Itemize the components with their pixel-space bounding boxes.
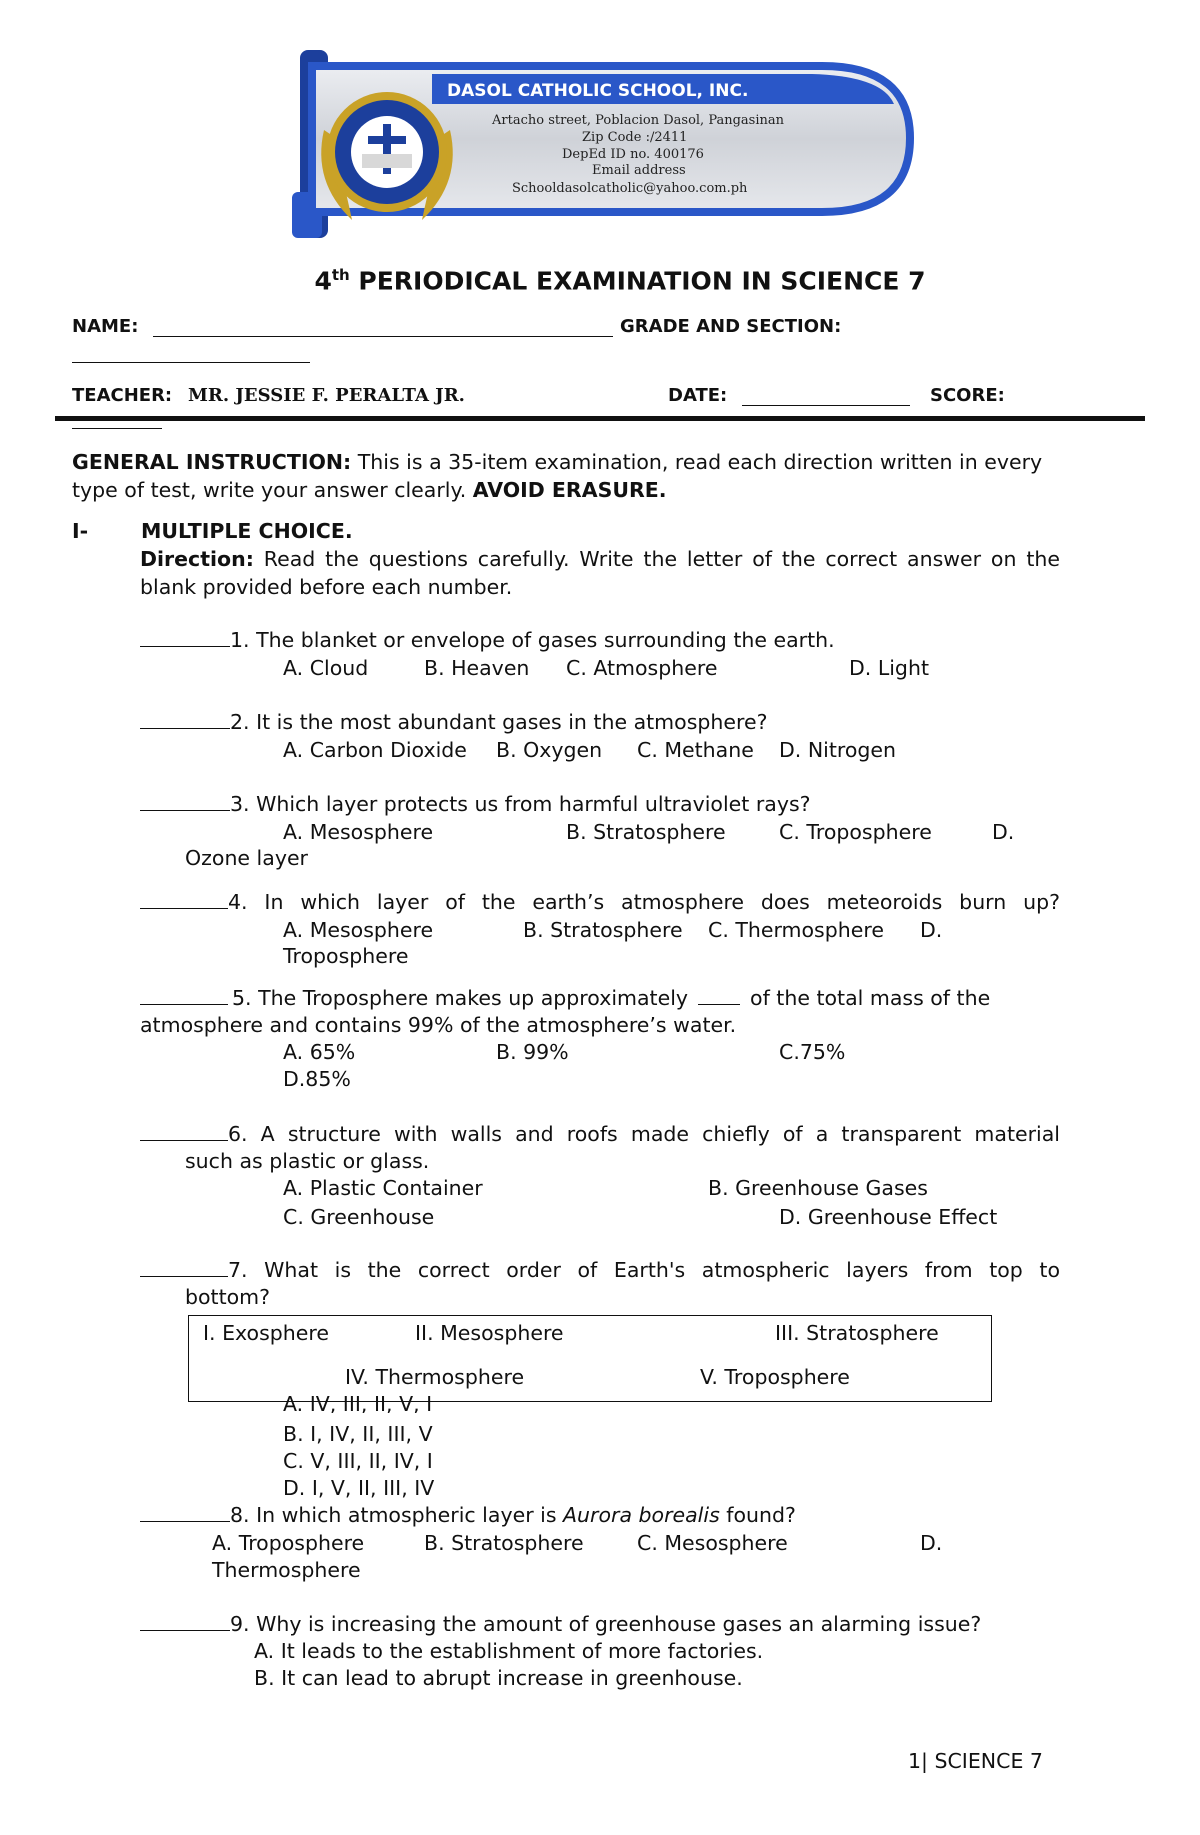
question-5-text-b: of the total mass of the — [750, 986, 991, 1010]
answer-blank-8[interactable] — [140, 1503, 230, 1522]
question-7-text-b: bottom? — [185, 1285, 271, 1309]
q7-option-b: B. I, IV, II, III, V — [283, 1422, 433, 1446]
title-prefix: 4 — [314, 266, 332, 296]
question-5 — [140, 986, 1060, 1010]
grade-label: GRADE AND SECTION: — [620, 316, 842, 337]
answer-blank-7[interactable] — [140, 1258, 228, 1277]
q6-option-b: B. Greenhouse Gases — [708, 1176, 928, 1200]
exam-title — [0, 266, 1200, 295]
answer-blank-9[interactable] — [140, 1612, 230, 1631]
question-9-text: 9. Why is increasing the amount of greenhouse gases an alarming issue? — [230, 1612, 982, 1636]
general-instruction-label: GENERAL INSTRUCTION: — [72, 450, 352, 474]
q2-option-b: B. Oxygen — [496, 738, 603, 762]
q9-option-b: B. It can lead to abrupt increase in greenhouse. — [254, 1666, 743, 1690]
q7-option-c: C. V, III, II, IV, I — [283, 1449, 433, 1473]
q3-option-b: B. Stratosphere — [566, 820, 726, 844]
q8-option-a: A. Troposphere — [212, 1531, 365, 1555]
teacher-label: TEACHER: — [72, 385, 173, 406]
q3-option-d-text: Ozone layer — [185, 846, 308, 870]
school-email-label: Email address — [592, 163, 686, 178]
question-5-text-c: atmosphere and contains 99% of the atmosphere’s water. — [140, 1013, 737, 1037]
q9-option-a: A. It leads to the establishment of more factories. — [254, 1639, 764, 1663]
question-4 — [140, 890, 1060, 914]
question-8-text-a: 8. In which atmospheric layer is — [230, 1503, 564, 1527]
q7-box-item-3: III. Stratosphere — [775, 1321, 939, 1345]
question-2 — [140, 710, 767, 734]
q2-option-d: D. Nitrogen — [779, 738, 897, 762]
direction-label: Direction: — [140, 547, 254, 571]
grade-field[interactable] — [72, 344, 310, 363]
title-sup: th — [331, 266, 350, 284]
school-zip: Zip Code :/2411 — [582, 130, 688, 145]
q5-option-b: B. 99% — [496, 1040, 569, 1064]
q2-option-a: A. Carbon Dioxide — [283, 738, 467, 762]
q5-inline-blank[interactable] — [698, 986, 740, 1005]
question-6-text-a: 6. A structure with walls and roofs made chiefly of a transparent material — [228, 1122, 1060, 1146]
general-instruction-text: This is a 35-item examination, read each direction written in every type of test, write your answer clearly. — [72, 450, 1043, 502]
name-label: NAME: — [72, 316, 139, 337]
q4-option-b: B. Stratosphere — [523, 918, 683, 942]
question-6-text-b: such as plastic or glass. — [185, 1149, 430, 1173]
question-8-text-b: found? — [719, 1503, 796, 1527]
date-field[interactable] — [742, 385, 910, 406]
q1-option-a: A. Cloud — [283, 656, 369, 680]
q1-option-b: B. Heaven — [424, 656, 530, 680]
q7-option-a: A. IV, III, II, V, I — [283, 1396, 433, 1413]
section-number: I- — [72, 519, 89, 543]
q4-option-d-text: Troposphere — [283, 944, 409, 968]
q3-option-d-letter: D. — [992, 820, 1015, 844]
section-direction — [140, 545, 1060, 601]
q7-box-item-5: V. Troposphere — [700, 1365, 850, 1389]
q8-option-c: C. Mesosphere — [637, 1531, 788, 1555]
question-7-text-a: 7. What is the correct order of Earth's atmospheric layers from top to — [228, 1258, 1060, 1282]
q6-option-a: A. Plastic Container — [283, 1176, 483, 1200]
q1-option-d: D. Light — [849, 656, 929, 680]
q1-option-c: C. Atmosphere — [566, 656, 718, 680]
q2-option-c: C. Methane — [637, 738, 754, 762]
q8-option-b: B. Stratosphere — [424, 1531, 584, 1555]
question-7 — [140, 1258, 1060, 1282]
question-6 — [140, 1122, 1060, 1146]
question-8 — [140, 1503, 796, 1527]
school-deped-id: DepEd ID no. 400176 — [562, 147, 704, 162]
page-footer: 1| SCIENCE 7 — [908, 1749, 1043, 1773]
question-2-text: 2. It is the most abundant gases in the atmosphere? — [230, 710, 768, 734]
header-rule — [55, 416, 1145, 421]
school-banner — [282, 42, 932, 247]
q5-option-a: A. 65% — [283, 1040, 356, 1064]
question-1-text: 1. The blanket or envelope of gases surrounding the earth. — [230, 628, 835, 652]
q4-option-c: C. Thermosphere — [708, 918, 884, 942]
q8-option-d-text: Thermosphere — [212, 1558, 361, 1582]
question-1 — [140, 628, 835, 652]
answer-blank-2[interactable] — [140, 710, 230, 729]
question-3 — [140, 792, 811, 816]
q6-option-d: D. Greenhouse Effect — [779, 1205, 998, 1229]
answer-blank-5[interactable] — [140, 986, 228, 1005]
q3-option-a: A. Mesosphere — [283, 820, 434, 844]
answer-blank-1[interactable] — [140, 628, 230, 647]
teacher-name: MR. JESSIE F. PERALTA JR. — [188, 385, 465, 406]
q5-option-c: C.75% — [779, 1040, 846, 1064]
school-email: Schooldasolcatholic@yahoo.com.ph — [512, 181, 748, 196]
date-label: DATE: — [668, 385, 728, 406]
q4-option-d-letter: D. — [920, 918, 943, 942]
direction-text: Read the questions carefully. Write the letter of the correct answer on the blank provided before each number. — [140, 547, 1060, 599]
title-text: PERIODICAL EXAMINATION IN SCIENCE 7 — [349, 266, 926, 296]
school-address: Artacho street, Poblacion Dasol, Pangasinan — [492, 113, 784, 128]
question-4-text: 4. In which layer of the earth’s atmosphere does meteoroids burn up? — [228, 890, 1060, 914]
q7-box-item-1: I. Exosphere — [203, 1321, 329, 1345]
question-5-text-a: 5. The Troposphere makes up approximately — [232, 986, 689, 1010]
question-9 — [140, 1612, 981, 1636]
q5-option-d: D.85% — [283, 1067, 351, 1091]
answer-blank-4[interactable] — [140, 890, 228, 909]
q7-box-item-2: II. Mesosphere — [415, 1321, 564, 1345]
answer-blank-3[interactable] — [140, 792, 230, 811]
general-instruction-emphasis: AVOID ERASURE. — [472, 478, 667, 502]
general-instruction — [72, 448, 1062, 504]
q3-option-c: C. Troposphere — [779, 820, 932, 844]
question-8-text-italic: Aurora borealis — [563, 1503, 720, 1527]
section-title: MULTIPLE CHOICE. — [141, 519, 353, 543]
q6-option-c: C. Greenhouse — [283, 1205, 435, 1229]
answer-blank-6[interactable] — [140, 1122, 228, 1141]
score-label: SCORE: — [930, 385, 1005, 406]
q8-option-d-letter: D. — [920, 1531, 943, 1555]
question-3-text: 3. Which layer protects us from harmful ultraviolet rays? — [230, 792, 811, 816]
school-name: DASOL CATHOLIC SCHOOL, INC. — [447, 81, 749, 101]
q4-option-a: A. Mesosphere — [283, 918, 434, 942]
q7-box-item-4: IV. Thermosphere — [345, 1365, 525, 1389]
q7-option-d: D. I, V, II, III, IV — [283, 1476, 435, 1500]
name-field[interactable] — [153, 316, 613, 337]
